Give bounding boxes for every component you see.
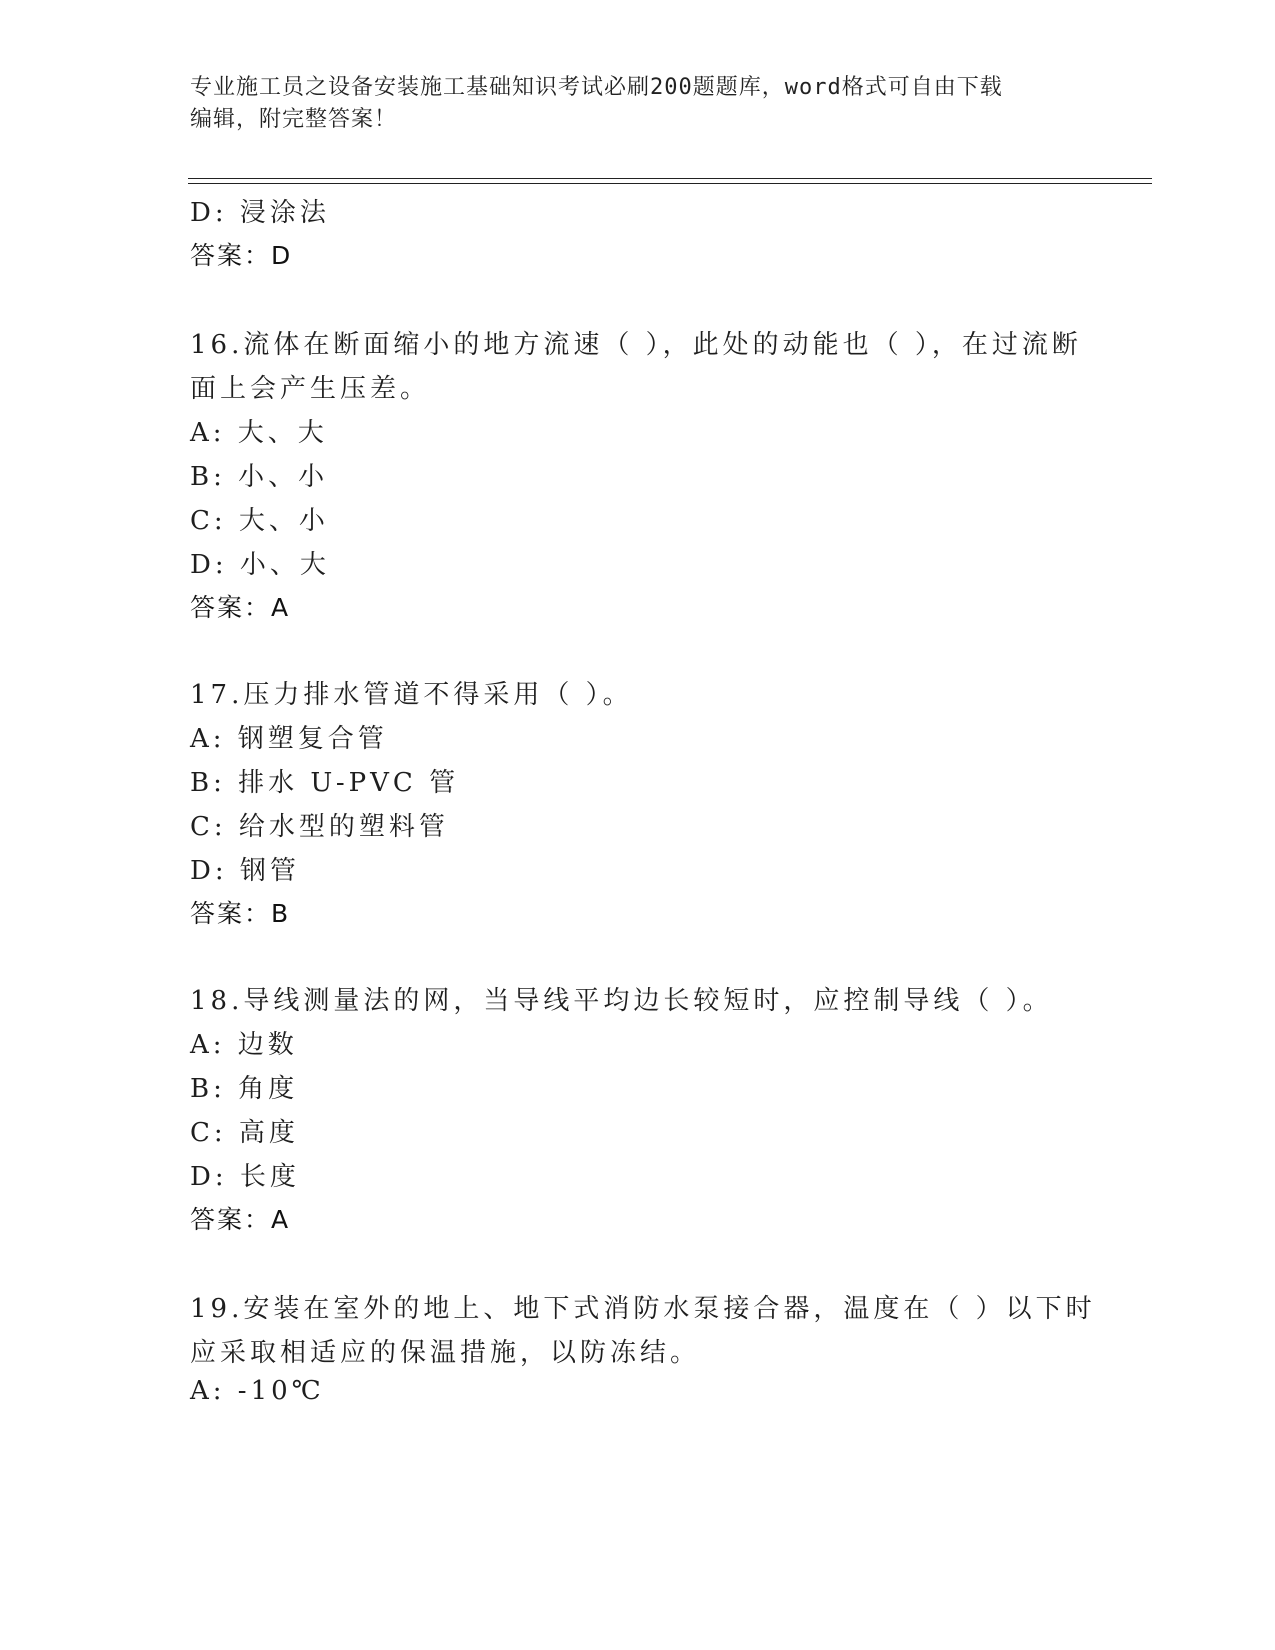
q18-question-line-1: 18.导线测量法的网，当导线平均边长较短时，应控制导线（ ）。 — [190, 986, 1053, 1016]
q16-answer: 答案：A — [190, 593, 291, 622]
header-divider-bottom — [188, 183, 1152, 184]
document-header — [190, 72, 1090, 136]
q18-option-c: C: 高度 — [190, 1118, 299, 1148]
q16-option-a: A: 大、大 — [190, 418, 328, 448]
q16-question-line-1: 16.流体在断面缩小的地方流速（ ），此处的动能也（ ），在过流断 — [190, 330, 1082, 360]
q17-question-line-1: 17.压力排水管道不得采用（ ）。 — [190, 680, 633, 710]
header-divider-top — [188, 178, 1152, 179]
q16-question-line-2: 面上会产生压差。 — [190, 374, 431, 404]
q15-answer: 答案：D — [190, 241, 293, 270]
q18-option-b: B: 角度 — [190, 1074, 299, 1104]
q17-option-c: C: 给水型的塑料管 — [190, 812, 449, 842]
q16-option-c: C: 大、小 — [190, 506, 329, 536]
q17-option-a: A: 钢塑复合管 — [190, 724, 388, 754]
q17-option-d: D: 钢管 — [190, 856, 300, 886]
header-title-line-2: 编辑，附完整答案！ — [190, 107, 398, 132]
q19-question-line-1: 19.安装在室外的地上、地下式消防水泵接合器，温度在（ ）以下时 — [190, 1294, 1096, 1324]
q18-option-d: D: 长度 — [190, 1162, 300, 1192]
q15-option-d: D: 浸涂法 — [190, 198, 330, 228]
q17-option-b: B: 排水 U-PVC 管 — [190, 768, 460, 798]
q16-option-d: D: 小、大 — [190, 550, 330, 580]
header-title-line-1: 专业施工员之设备安装施工基础知识考试必刷200题题库，word格式可自由下载 — [190, 75, 1003, 100]
q19-question-line-2: 应采取相适应的保温措施，以防冻结。 — [190, 1338, 701, 1368]
q17-answer: 答案：B — [190, 899, 291, 928]
q18-option-a: A: 边数 — [190, 1030, 298, 1060]
q16-option-b: B: 小、小 — [190, 462, 329, 492]
q19-option-a: A: -10℃ — [190, 1376, 325, 1406]
q18-answer: 答案：A — [190, 1205, 291, 1234]
